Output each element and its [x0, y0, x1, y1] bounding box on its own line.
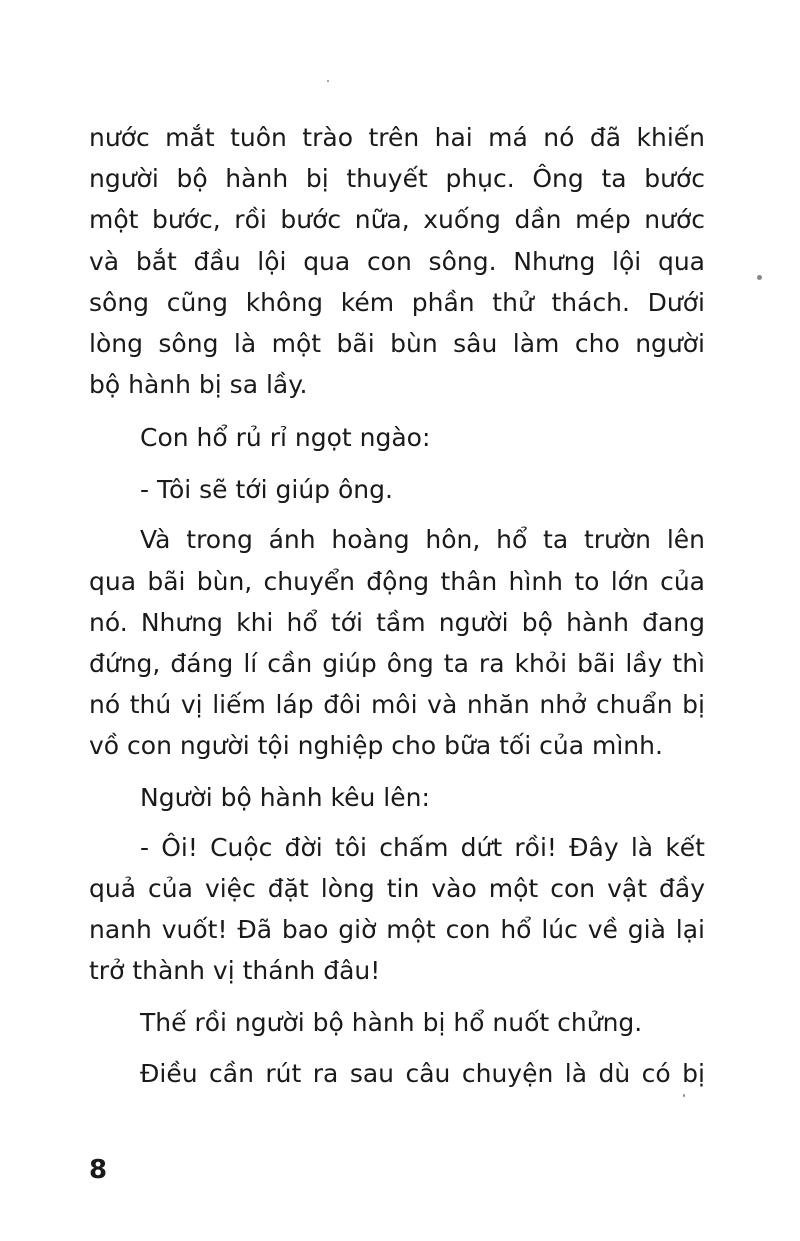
text-line: - Ôi! Cuộc đời tôi chấm dứt rồi! Đây là kết — [140, 833, 705, 862]
print-speck — [757, 275, 762, 280]
page-number: 8 — [89, 1155, 108, 1185]
text-line: và bắt đầu lội qua con sông. Nhưng lội qua — [89, 247, 705, 276]
text-line: nanh vuốt! Đã bao giờ một con hổ lúc về già lại — [89, 915, 705, 944]
text-line: quả của việc đặt lòng tin vào một con vật đầy — [89, 874, 705, 903]
text-line: - Tôi sẽ tới giúp ông. — [140, 475, 393, 504]
text-line: nó thú vị liếm láp đôi môi và nhăn nhở chuẩn bị — [89, 690, 705, 719]
text-line: Điều cần rút ra sau câu chuyện là dù có bị — [140, 1059, 705, 1088]
print-speck — [327, 80, 329, 82]
text-line: nước mắt tuôn trào trên hai má nó đã khiến — [89, 123, 705, 152]
text-line: người bộ hành bị thuyết phục. Ông ta bước — [89, 164, 705, 193]
text-line: Con hổ rủ rỉ ngọt ngào: — [140, 423, 431, 452]
text-line: vồ con người tội nghiệp cho bữa tối của mình. — [89, 731, 663, 760]
text-line: trở thành vị thánh đâu! — [89, 956, 381, 985]
text-line: nó. Nhưng khi hổ tới tầm người bộ hành đang — [89, 608, 705, 637]
text-line: một bước, rồi bước nữa, xuống dần mép nước — [89, 205, 705, 234]
text-line: Và trong ánh hoàng hôn, hổ ta trườn lên — [140, 525, 705, 554]
text-line: lòng sông là một bãi bùn sâu làm cho người — [89, 329, 705, 358]
text-line: qua bãi bùn, chuyển động thân hình to lớn của — [89, 567, 705, 596]
text-line: bộ hành bị sa lầy. — [89, 370, 308, 399]
text-line: đứng, đáng lí cần giúp ông ta ra khỏi bãi lầy thì — [89, 649, 705, 678]
text-line: Người bộ hành kêu lên: — [140, 783, 430, 812]
text-line: Thế rồi người bộ hành bị hổ nuốt chửng. — [140, 1008, 643, 1037]
print-speck — [683, 1094, 685, 1097]
text-line: sông cũng không kém phần thử thách. Dưới — [89, 288, 705, 317]
